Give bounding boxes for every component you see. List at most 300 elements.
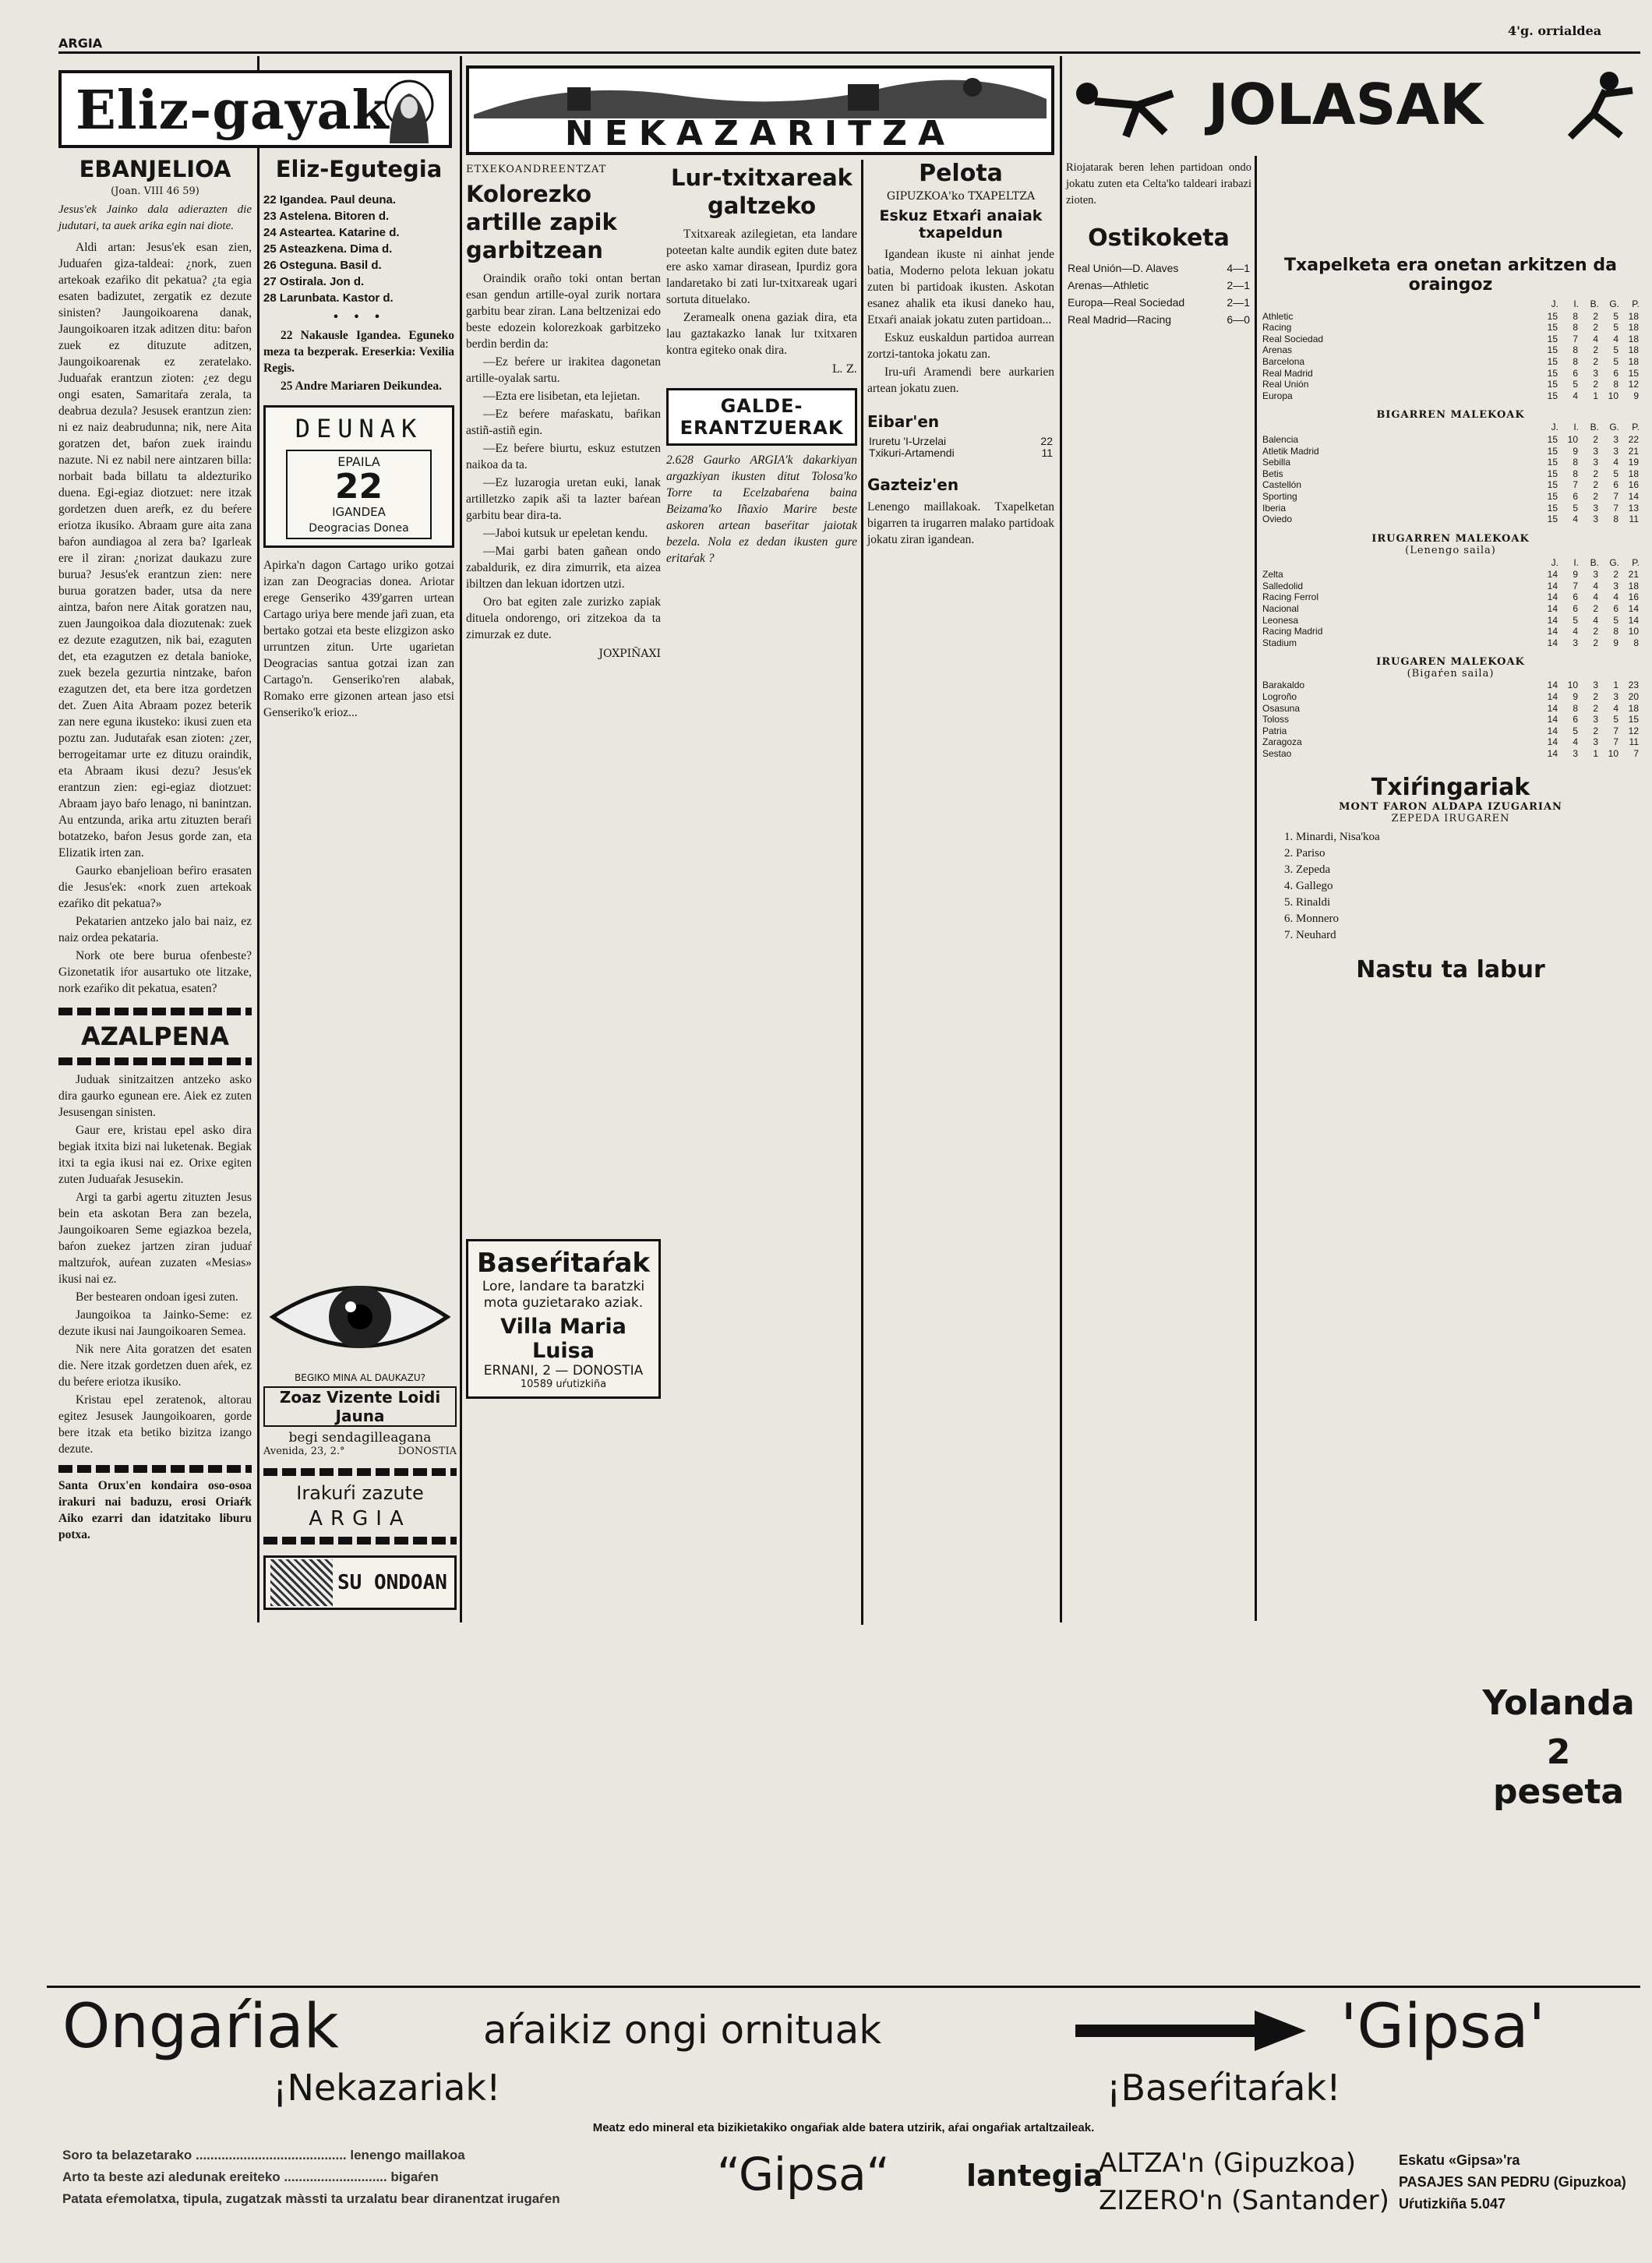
stat-cell: 5 bbox=[1613, 714, 1618, 726]
table-row bbox=[1261, 344, 1640, 356]
stat-cell: 2 bbox=[1593, 691, 1598, 703]
stat-cell: 23 bbox=[1628, 680, 1639, 691]
result-teams: Europa—Real Sociedad bbox=[1068, 296, 1185, 309]
table-header-row bbox=[1261, 298, 1640, 311]
team-name: Arenas bbox=[1262, 344, 1293, 356]
table-header-cell bbox=[1261, 298, 1539, 311]
stat-cell: 9 bbox=[1573, 445, 1578, 457]
stat-cell: 15 bbox=[1547, 468, 1558, 479]
stat-cell: 8 bbox=[1613, 514, 1618, 525]
rule-col4 bbox=[1060, 56, 1062, 1622]
stat-cell: 4 bbox=[1593, 333, 1598, 344]
eibar-title: Eibar'en bbox=[867, 412, 940, 431]
team-name: Salledolid bbox=[1262, 580, 1304, 591]
stat-cell: 14 bbox=[1547, 614, 1558, 626]
stat-cell: 6 bbox=[1613, 479, 1618, 491]
deunak-month: EPAILA bbox=[337, 454, 380, 469]
eye-icon bbox=[267, 1266, 454, 1368]
stat-cell: 14 bbox=[1547, 580, 1558, 591]
stat-cell: 14 bbox=[1547, 748, 1558, 759]
azalpena-p5: Jaungoikoa ta Jainko-Seme: ez dezute ikusi nai Jaungoikoaren Semea. bbox=[58, 1308, 252, 1338]
table-row bbox=[867, 436, 1054, 447]
eliz-egutegia-title: Eliz-Egutegia bbox=[275, 156, 443, 182]
pelota-heading: Eskuz Etxaŕi anaiak txapeldun bbox=[879, 207, 1043, 242]
azalpena-p1: Juduak sinitzaitzen antzeko asko dira gaurko egunean ere. Aiek ez zuten Jesusengan sinisten. bbox=[58, 1073, 252, 1119]
stat-cell: 3 bbox=[1593, 514, 1598, 525]
ebanjelioa-lead: Jesus'ek Jainko dala adierazten die judutari, ta auek arika egin nai diote. bbox=[58, 203, 252, 232]
stat-cell: 7 bbox=[1613, 725, 1618, 736]
stat-cell: 5 bbox=[1613, 468, 1618, 479]
irakuri-wave-bottom bbox=[263, 1537, 457, 1545]
stat-cell: 15 bbox=[1547, 502, 1558, 514]
col5-body bbox=[1261, 249, 1640, 983]
gazteiz-note: Lenengo maillakoak. Txapelketan bigarren ta irugarren malako partidoak jokatu ziran igandean. bbox=[867, 500, 1054, 547]
azalpena-heading: AZALPENA bbox=[81, 1022, 229, 1051]
kolorezko-p3: Oro bat egiten zale zurizko zapiak dituela ondorengo, ori zitzekoa da ta zimurzak ez dute. bbox=[466, 595, 661, 641]
calendar-note-1: 22 Nakausle Igandea. Eguneko meza ta bezperak. Ereserkia: Vexilia Regis. bbox=[263, 329, 454, 375]
team-name: Stadium bbox=[1262, 637, 1297, 648]
eliz-gayak-banner bbox=[58, 70, 452, 148]
ebanjelioa-ref: (Joan. VIII 46 59) bbox=[111, 185, 199, 197]
team-name: Sporting bbox=[1262, 490, 1297, 502]
eibar-score: 22 bbox=[1040, 435, 1053, 447]
table-row bbox=[1261, 368, 1640, 380]
kolorezko-p2: —Mai garbi baten gañean ondo zabaldurik, ez dira zimurrik, eta aizea ibiltzen dan lekuan idortzen utzi. bbox=[466, 545, 661, 591]
deunak-dayname: IGANDEA bbox=[332, 505, 386, 519]
stat-cell: 11 bbox=[1629, 736, 1639, 748]
table-header-cell: G. bbox=[1609, 422, 1619, 433]
stat-cell: 4 bbox=[1613, 457, 1618, 468]
gipsa-title: 'Gipsa' bbox=[1340, 1992, 1545, 2062]
kolorezko-signature: JOXPIÑAXI bbox=[598, 648, 661, 660]
ebanjelioa-heading: EBANJELIOA bbox=[79, 156, 231, 182]
stat-cell: 14 bbox=[1547, 591, 1558, 603]
kolorezko-body bbox=[466, 270, 661, 643]
team-name: Logroño bbox=[1262, 691, 1297, 703]
stat-cell: 8 bbox=[1573, 322, 1578, 334]
ebanjelioa-p2: Gaurko ebanjelioan beŕiro erasaten die Jesus'ek: «nork zuen artekoak ezaŕiko dit pekatua?» bbox=[58, 864, 252, 910]
stat-cell: 3 bbox=[1573, 637, 1578, 648]
team-name: Sestao bbox=[1262, 748, 1292, 759]
stat-cell: 6 bbox=[1573, 591, 1578, 603]
table-row bbox=[1261, 569, 1640, 581]
col4-body bbox=[867, 160, 1054, 548]
lantegia-logo: lantegia bbox=[966, 2159, 1103, 2193]
result-teams: Arenas—Athletic bbox=[1068, 279, 1149, 291]
stat-cell: 15 bbox=[1547, 390, 1558, 401]
azalpena-footer-wave bbox=[58, 1465, 252, 1473]
altza-line: ALTZA'n (Gipuzkoa) bbox=[1099, 2148, 1356, 2179]
stat-cell: 3 bbox=[1613, 433, 1618, 445]
lur-p1: Txitxareak azilegietan, eta landare poteetan kalte aundik egiten dute batez ere asko xamar dirasean, Ipurdiz gora landaretako bi zati lur-txitxareak ugari sortuta dituelako. bbox=[666, 228, 857, 306]
stat-cell: 15 bbox=[1547, 433, 1558, 445]
col4b-body bbox=[1066, 160, 1251, 328]
standings-table-3 bbox=[1261, 556, 1640, 649]
stat-cell: 18 bbox=[1628, 580, 1639, 591]
nekazaritza-sub: ETXEKOANDREENTZAT bbox=[466, 164, 607, 175]
bottom-ad-rule bbox=[47, 1986, 1640, 1988]
eibar-team: Txikuri-Artamendi bbox=[869, 446, 955, 459]
stat-cell: 15 bbox=[1547, 355, 1558, 367]
calendar-item: 22 Igandea. Paul deuna. bbox=[263, 193, 397, 207]
team-name: Barcelona bbox=[1262, 355, 1305, 367]
bottom-ad-desc: Meatz edo mineral eta bizikietakiko ongaŕiak alde batera utzirik, aŕai ongaŕiak artaltzaileak. bbox=[592, 2121, 1095, 2134]
stat-cell: 2 bbox=[1593, 490, 1598, 502]
baseritarak-title: Baseŕitaŕak bbox=[476, 1248, 651, 1279]
table-header-cell: P. bbox=[1632, 298, 1640, 309]
table-header-cell bbox=[1261, 421, 1539, 434]
galde-erantzuerak-title: GALDE-ERANTZUERAK bbox=[680, 395, 844, 439]
table-row bbox=[1066, 277, 1251, 294]
stat-cell: 15 bbox=[1547, 333, 1558, 344]
table1-title: Txapelketa era onetan arkitzen da oraingoz bbox=[1284, 256, 1617, 295]
stat-cell: 15 bbox=[1547, 367, 1558, 379]
col3-left bbox=[466, 164, 661, 660]
stat-cell: 2 bbox=[1593, 322, 1598, 334]
stat-cell: 9 bbox=[1633, 390, 1639, 401]
table-row bbox=[1066, 294, 1251, 311]
stat-cell: 3 bbox=[1593, 736, 1598, 748]
table-header-cell: J. bbox=[1551, 298, 1558, 309]
stat-cell: 15 bbox=[1547, 490, 1558, 502]
stat-cell: 16 bbox=[1628, 591, 1639, 603]
stat-cell: 14 bbox=[1547, 569, 1558, 581]
lur-p2: Zeramealk onena gaziak dira, eta lau gaztakazko lanak lur txitxaren kontra egiteko onak dira. bbox=[666, 311, 857, 357]
stat-cell: 9 bbox=[1573, 569, 1578, 581]
stat-cell: 1 bbox=[1593, 748, 1598, 759]
baseritarak-address: ERNANI, 2 — DONOSTIA bbox=[483, 1363, 644, 1379]
stat-cell: 7 bbox=[1613, 736, 1618, 748]
standings-table-2 bbox=[1261, 421, 1640, 524]
team-name: Racing Ferrol bbox=[1262, 591, 1319, 603]
stat-cell: 9 bbox=[1573, 691, 1578, 703]
pelota-sub: GIPUZKOA'ko TXAPELTZA bbox=[886, 190, 1036, 203]
deunak-day: 22 bbox=[334, 467, 383, 507]
stat-cell: 4 bbox=[1573, 390, 1578, 401]
eye-ad bbox=[263, 1266, 457, 1457]
stat-cell: 16 bbox=[1628, 479, 1639, 491]
table-header-cell: P. bbox=[1632, 556, 1640, 568]
azalpena-bottom-wave bbox=[58, 1057, 252, 1065]
ostikoketa-title: Ostikoketa bbox=[1088, 224, 1230, 252]
stat-cell: 14 bbox=[1547, 691, 1558, 703]
ebanjelioa-p3: Pekatarien antzeko jalo bai naiz, ez naiz ordea pekataria. bbox=[58, 915, 252, 944]
stat-cell: 3 bbox=[1613, 580, 1618, 591]
nekazaritza-banner bbox=[466, 65, 1054, 155]
stat-cell: 10 bbox=[1567, 680, 1578, 691]
stat-cell: 7 bbox=[1613, 502, 1618, 514]
stat-cell: 2 bbox=[1613, 569, 1618, 581]
stat-cell: 3 bbox=[1573, 748, 1578, 759]
team-name: Toloss bbox=[1262, 714, 1290, 726]
stat-cell: 7 bbox=[1573, 580, 1578, 591]
team-name: Europa bbox=[1262, 390, 1293, 401]
calendar-item: 28 Larunbata. Kastor d. bbox=[263, 291, 394, 305]
stat-cell: 15 bbox=[1547, 344, 1558, 356]
stat-cell: 5 bbox=[1613, 322, 1618, 334]
rule-col1 bbox=[257, 56, 259, 1622]
stat-cell: 4 bbox=[1613, 591, 1618, 603]
table3-sub: (Lenengo saila) bbox=[1405, 544, 1496, 556]
stat-cell: 14 bbox=[1547, 725, 1558, 736]
yolanda-ad bbox=[1481, 1683, 1636, 1812]
eye-name: Zoaz Vizente Loidi Jauna bbox=[263, 1386, 457, 1427]
table-row bbox=[1261, 514, 1640, 525]
list-item: 4. Gallego bbox=[1284, 879, 1333, 892]
rule-col2 bbox=[460, 56, 462, 1622]
table-row bbox=[1261, 748, 1640, 760]
jolasak-title: JOLASAK bbox=[1208, 72, 1483, 137]
table-row bbox=[1261, 379, 1640, 390]
stat-cell: 18 bbox=[1628, 310, 1639, 322]
kolorezko-list-1: —Ezta ere lisibetan, eta lejietan. bbox=[483, 390, 641, 403]
col5-intro: Riojatarak beren lehen partidoan ondo jokatu zuten eta Celta'ko taldeari irabazi zioten. bbox=[1066, 161, 1251, 207]
form-lines bbox=[62, 2145, 748, 2210]
bottom-ad bbox=[47, 1992, 1640, 2257]
team-name: Sebilla bbox=[1262, 457, 1291, 468]
baseritarak-phone: 10589 uŕutizkiña bbox=[520, 1379, 607, 1390]
stat-cell: 14 bbox=[1628, 603, 1639, 615]
stat-cell: 14 bbox=[1547, 736, 1558, 748]
table-row bbox=[1261, 591, 1640, 603]
yolanda-name: Yolanda bbox=[1482, 1683, 1635, 1723]
table-row bbox=[1261, 626, 1640, 637]
eibar-table bbox=[867, 436, 1054, 458]
team-name: Castellón bbox=[1262, 479, 1302, 491]
stat-cell: 15 bbox=[1547, 379, 1558, 390]
kolorezko-list-5: —Jaboi kutsuk ur epeletan kendu. bbox=[483, 527, 648, 540]
ebanjelioa-p1: Aldi artan: Jesus'ek esan zien, Juduaŕen giza-taldeai: ¿nork, zuen artekoak ezaŕiko dit pekatua? ¿ta egia esaten badizutet, zergatik ez dezute sinisten? Jaungoikoarena danak, Jaungoikoaren itzak aditzen ditu: baŕon zuek ez dituzute aditzen, Jaungoikoarenak ez zeratelako. Juduaŕak erantzun zioten: ¿ez degu ongi esaten, Samaritaŕa zerala, ta deabrua dezula? Jesusek erantzun zien: ni ez naiz deabrudunna; nik, nere Aita goratzen det, baŕon zuek iraindu nazute. Ni ez nabil nere aintzaren billa: norbait bada billatu ta aldezturiko duena. Egi-egiaz diotzuet: nere itzak gordetzen duen areŕk, ez du beŕere eriotza ikusiko. Abraam gure aita zana baŕon aundiagoa al zera ba? Igarleak ere il ziran: ¿norizat daukazu zure burua? Jesus'ek erantzun zien: nere burua goratzen bader, utsa da nere aintza, baŕon nere Aitak goratzen nau, zuen Jaungoikoa dala diozutenak: zuek ez dezute ezagutzen, nik bai, ezaguten det, eta ezagutzen ez detala banioke, zuek bezela gezurtia nintzake, baŕon ezagutzen det, eta bere itza gordetzen det. Zuen Aita Abraam pozez beterik zan nere eguna ikusteko: ikusi zuen eta poztu zan. Judutaŕak esan zioten: ¿zer, berrogeitamar urte ez dituzu oraindik, eta Abraam ikusi dezu? Jesus'ek erantzun zien: egi-egiaz diotzuet: Abraam jayo baŕo lenago, ni banintzan. Au entzunda, arika artu zituzten beraŕi botatzeko, baŕon Jesus gorde zan, eta Elizatik irten zan. bbox=[58, 241, 252, 860]
calendar-item: 23 Astelena. Bitoren d. bbox=[263, 210, 390, 223]
azalpena-footer: Santa Orux'en kondaira oso-osoa irakuri nai baduzu, erosi Oriaŕk Aiko ezarri dan idatzitako liburu potxa. bbox=[58, 1479, 252, 1541]
azalpena-p2: Gaur ere, kristau epel asko dira begiak itxita bizi nai luketenak. Begiak itxi ta egia ikusi nai ez. Orixe egiten zuten Juduaŕak Jesusekin. bbox=[58, 1124, 252, 1186]
stat-cell: 7 bbox=[1633, 748, 1639, 759]
team-name: Betis bbox=[1262, 468, 1283, 479]
stat-cell: 4 bbox=[1573, 626, 1578, 637]
stat-cell: 21 bbox=[1628, 569, 1639, 581]
jolasak-banner bbox=[1064, 65, 1640, 143]
stat-cell: 4 bbox=[1613, 333, 1618, 344]
eye-line: begi sendagilleagana bbox=[288, 1430, 432, 1446]
nekazaritza-title: NEKAZARITZA bbox=[564, 114, 956, 154]
ebanjelioa-body bbox=[58, 239, 252, 997]
team-name: Barakaldo bbox=[1262, 680, 1305, 691]
stat-cell: 3 bbox=[1593, 367, 1598, 379]
calendar-item: 26 Osteguna. Basil d. bbox=[263, 259, 382, 272]
eibar-score: 11 bbox=[1041, 446, 1053, 459]
stat-cell: 7 bbox=[1573, 479, 1578, 491]
table-row bbox=[1261, 479, 1640, 491]
baseritarak-ad bbox=[466, 1239, 661, 1399]
stat-cell: 6 bbox=[1573, 603, 1578, 615]
table-row bbox=[1261, 457, 1640, 468]
stat-cell: 3 bbox=[1593, 457, 1598, 468]
stat-cell: 3 bbox=[1613, 445, 1618, 457]
stat-cell: 14 bbox=[1628, 490, 1639, 502]
galde-erantzuerak-box bbox=[666, 388, 857, 446]
stat-cell: 18 bbox=[1628, 322, 1639, 334]
col2-ads bbox=[263, 1266, 457, 1610]
stat-cell: 5 bbox=[1573, 379, 1578, 390]
stat-cell: 8 bbox=[1573, 457, 1578, 468]
stat-cell: 9 bbox=[1613, 637, 1618, 648]
stat-cell: 2 bbox=[1593, 725, 1598, 736]
eye-caption: BEGIKO MINA AL DAUKAZU? bbox=[295, 1372, 425, 1383]
stat-cell: 14 bbox=[1547, 637, 1558, 648]
stat-cell: 12 bbox=[1628, 379, 1639, 390]
gipsa-logo: “Gipsa“ bbox=[717, 2148, 890, 2201]
table-header-cell: I. bbox=[1573, 422, 1579, 433]
stat-cell: 10 bbox=[1567, 433, 1578, 445]
stat-cell: 2 bbox=[1593, 479, 1598, 491]
madonna-icon bbox=[374, 76, 444, 143]
stat-cell: 5 bbox=[1613, 344, 1618, 356]
nekazariak-line: ¡Nekazariak! bbox=[273, 2067, 501, 2109]
stat-cell: 3 bbox=[1593, 569, 1598, 581]
lur-signature: L. Z. bbox=[831, 363, 857, 376]
table-header-cell bbox=[1261, 556, 1539, 570]
gazteiz-title: Gazteiz'en bbox=[867, 475, 959, 495]
table-header-cell: I. bbox=[1573, 298, 1579, 309]
table-row bbox=[1261, 468, 1640, 480]
stat-cell: 5 bbox=[1613, 310, 1618, 322]
stat-cell: 5 bbox=[1573, 725, 1578, 736]
team-name: Oviedo bbox=[1262, 514, 1293, 525]
stat-cell: 7 bbox=[1573, 333, 1578, 344]
stat-cell: 14 bbox=[1547, 680, 1558, 691]
team-name: Iberia bbox=[1262, 502, 1287, 514]
table-row bbox=[1261, 603, 1640, 615]
team-name: Real Unión bbox=[1262, 379, 1309, 390]
calendar-item: 24 Asteartea. Katarine d. bbox=[263, 226, 400, 239]
eye-address-row bbox=[263, 1446, 457, 1457]
yolanda-price: 2 peseta bbox=[1492, 1732, 1625, 1812]
result-score: 2—1 bbox=[1227, 279, 1250, 291]
table-row bbox=[1261, 691, 1640, 703]
results-table bbox=[1066, 259, 1251, 328]
deunak-box bbox=[263, 405, 454, 548]
nastu-title: Nastu ta labur bbox=[1356, 955, 1545, 983]
table-row bbox=[1261, 311, 1640, 323]
stat-cell: 11 bbox=[1629, 514, 1639, 525]
stat-cell: 15 bbox=[1628, 714, 1639, 726]
stat-cell: 15 bbox=[1547, 445, 1558, 457]
masthead-rule bbox=[58, 51, 1640, 54]
stat-cell: 15 bbox=[1628, 367, 1639, 379]
stat-cell: 1 bbox=[1593, 390, 1598, 401]
list-item: 6. Monnero bbox=[1284, 912, 1339, 925]
stat-cell: 4 bbox=[1593, 580, 1598, 591]
runner-icon bbox=[1064, 70, 1196, 140]
masthead-left: ARGIA bbox=[58, 36, 103, 51]
azalpena-body bbox=[58, 1071, 252, 1457]
team-name: Balencia bbox=[1262, 433, 1299, 445]
table-header-row bbox=[1261, 556, 1640, 570]
team-name: Athletic bbox=[1262, 310, 1294, 322]
zizero-line: ZIZERO'n (Santander) bbox=[1099, 2185, 1389, 2216]
stat-cell: 3 bbox=[1593, 502, 1598, 514]
calendar-item: 25 Asteazkena. Dima d. bbox=[263, 242, 393, 256]
deunak-title: DEUNAK bbox=[295, 414, 423, 443]
stat-cell: 15 bbox=[1547, 514, 1558, 525]
azalpena-p7: Kristau epel zeratenok, altorau egitez Jesusek Jaungoikoaren, gorde bere itzak eta betiko bizitza izango dezute. bbox=[58, 1393, 252, 1456]
result-teams: Real Unión—D. Alaves bbox=[1068, 262, 1179, 274]
stat-cell: 2 bbox=[1593, 637, 1598, 648]
ebanjelioa-p4: Nork ote bere burua ofenbeste? Gizonetatik iŕor ausartuko ote litzake, nork ezaŕiko dit pekatua, esaten? bbox=[58, 949, 252, 995]
stat-cell: 4 bbox=[1593, 614, 1598, 626]
team-name: Racing bbox=[1262, 322, 1292, 334]
stat-cell: 4 bbox=[1573, 736, 1578, 748]
answer-1: 2.628 Gaurko ARGIA'k dakarkiyan argazkiyan ikusten ditut Tolosa'ko Torre ta Ecelzabaŕena baina Beizama'ko Iñaxio Marire beste askoren artean baseŕitar jaiotak bezela. Nola ez dedan ikusten gure eritaŕak ? bbox=[666, 454, 857, 565]
stat-cell: 14 bbox=[1547, 714, 1558, 726]
list-item: 2. Pariso bbox=[1284, 846, 1325, 860]
calendar-note-2: 25 Andre Mariaren Deikundea. bbox=[281, 380, 442, 393]
stat-cell: 18 bbox=[1628, 333, 1639, 344]
team-name: Real Sociedad bbox=[1262, 333, 1324, 344]
azalpena-top-wave bbox=[58, 1008, 252, 1015]
rule-col5 bbox=[1255, 156, 1257, 1621]
stat-cell: 8 bbox=[1573, 468, 1578, 479]
table2-title: BIGARREN MALEKOAK bbox=[1376, 409, 1525, 422]
irakuri-line: Irakuŕi zazute bbox=[296, 1482, 424, 1504]
kolorezko-list-2: —Ez beŕere maŕaskatu, baŕikan astiñ-astiñ egin. bbox=[466, 408, 661, 437]
table-row bbox=[1261, 726, 1640, 737]
stat-cell: 22 bbox=[1628, 433, 1639, 445]
table-row bbox=[1261, 637, 1640, 649]
stat-cell: 18 bbox=[1628, 702, 1639, 714]
kolorezko-list-3: —Ez beŕere biurtu, eskuz estutzen naikoa da ta. bbox=[466, 442, 661, 471]
stat-cell: 3 bbox=[1593, 445, 1598, 457]
table4-sub: (Bigaŕen saila) bbox=[1407, 668, 1495, 680]
stat-cell: 14 bbox=[1547, 603, 1558, 615]
lur-body bbox=[666, 226, 857, 358]
ongariak-title: Ongaŕiak bbox=[62, 1992, 339, 2062]
azalpena-p3: Argi ta garbi agertu zituzten Jesus bein eta askotan Bera zan bezela, Jaungoikoaren Seme egiazkoa bezela, baŕon zuekez jartzen ziran juduaŕ maltzuŕok, auŕean zuzaten «Mesias» ikusi nai ez. bbox=[58, 1191, 252, 1286]
table-row bbox=[1261, 322, 1640, 334]
saint-text: Apirka'n dagon Cartago uriko gotzai izan zan Deogracias donea. Ariotar erege Genseriko 439'garren urtean Cartago uriya bere mende jaŕi zuan, eta bertako gotzai eta beste elizgizon asko urruntzen zitun. Urte ugarietan Deogracias santua gotzai izan zan Cartago'n. Genseriko'ren alabak, Romako erre gizonen artean jaso etsi Genseriko'k erioz... bbox=[263, 559, 454, 719]
calendar-item: 27 Ostirala. Jon d. bbox=[263, 275, 365, 288]
stat-cell: 6 bbox=[1613, 603, 1618, 615]
result-score: 2—1 bbox=[1227, 296, 1250, 309]
col2-body bbox=[263, 156, 454, 721]
stat-cell: 19 bbox=[1628, 457, 1639, 468]
stat-cell: 14 bbox=[1547, 626, 1558, 637]
stat-cell: 14 bbox=[1628, 614, 1639, 626]
stat-cell: 7 bbox=[1613, 490, 1618, 502]
form-line-1: Soro ta belazetarako ......................................... lenengo maillakoa bbox=[62, 2148, 465, 2162]
stat-cell: 3 bbox=[1593, 680, 1598, 691]
table-row bbox=[1261, 491, 1640, 503]
list-item: 5. Rinaldi bbox=[1284, 895, 1331, 909]
table-row bbox=[1261, 390, 1640, 402]
team-name: Racing Madrid bbox=[1262, 626, 1323, 637]
stat-cell: 15 bbox=[1547, 479, 1558, 491]
txirringa-list bbox=[1284, 829, 1640, 944]
player-icon bbox=[1547, 67, 1640, 141]
irakuri-paper: ARGIA bbox=[309, 1507, 411, 1530]
stat-cell: 4 bbox=[1613, 702, 1618, 714]
stat-cell: 1 bbox=[1613, 680, 1618, 691]
stat-cell: 2 bbox=[1593, 603, 1598, 615]
irakuri-wave-top bbox=[263, 1468, 457, 1476]
deunak-card bbox=[286, 450, 432, 539]
stat-cell: 6 bbox=[1613, 367, 1618, 379]
stat-cell: 8 bbox=[1573, 344, 1578, 356]
team-name: Leonesa bbox=[1262, 614, 1299, 626]
stat-cell: 5 bbox=[1573, 502, 1578, 514]
col3-right bbox=[666, 164, 857, 567]
stat-cell: 2 bbox=[1593, 355, 1598, 367]
